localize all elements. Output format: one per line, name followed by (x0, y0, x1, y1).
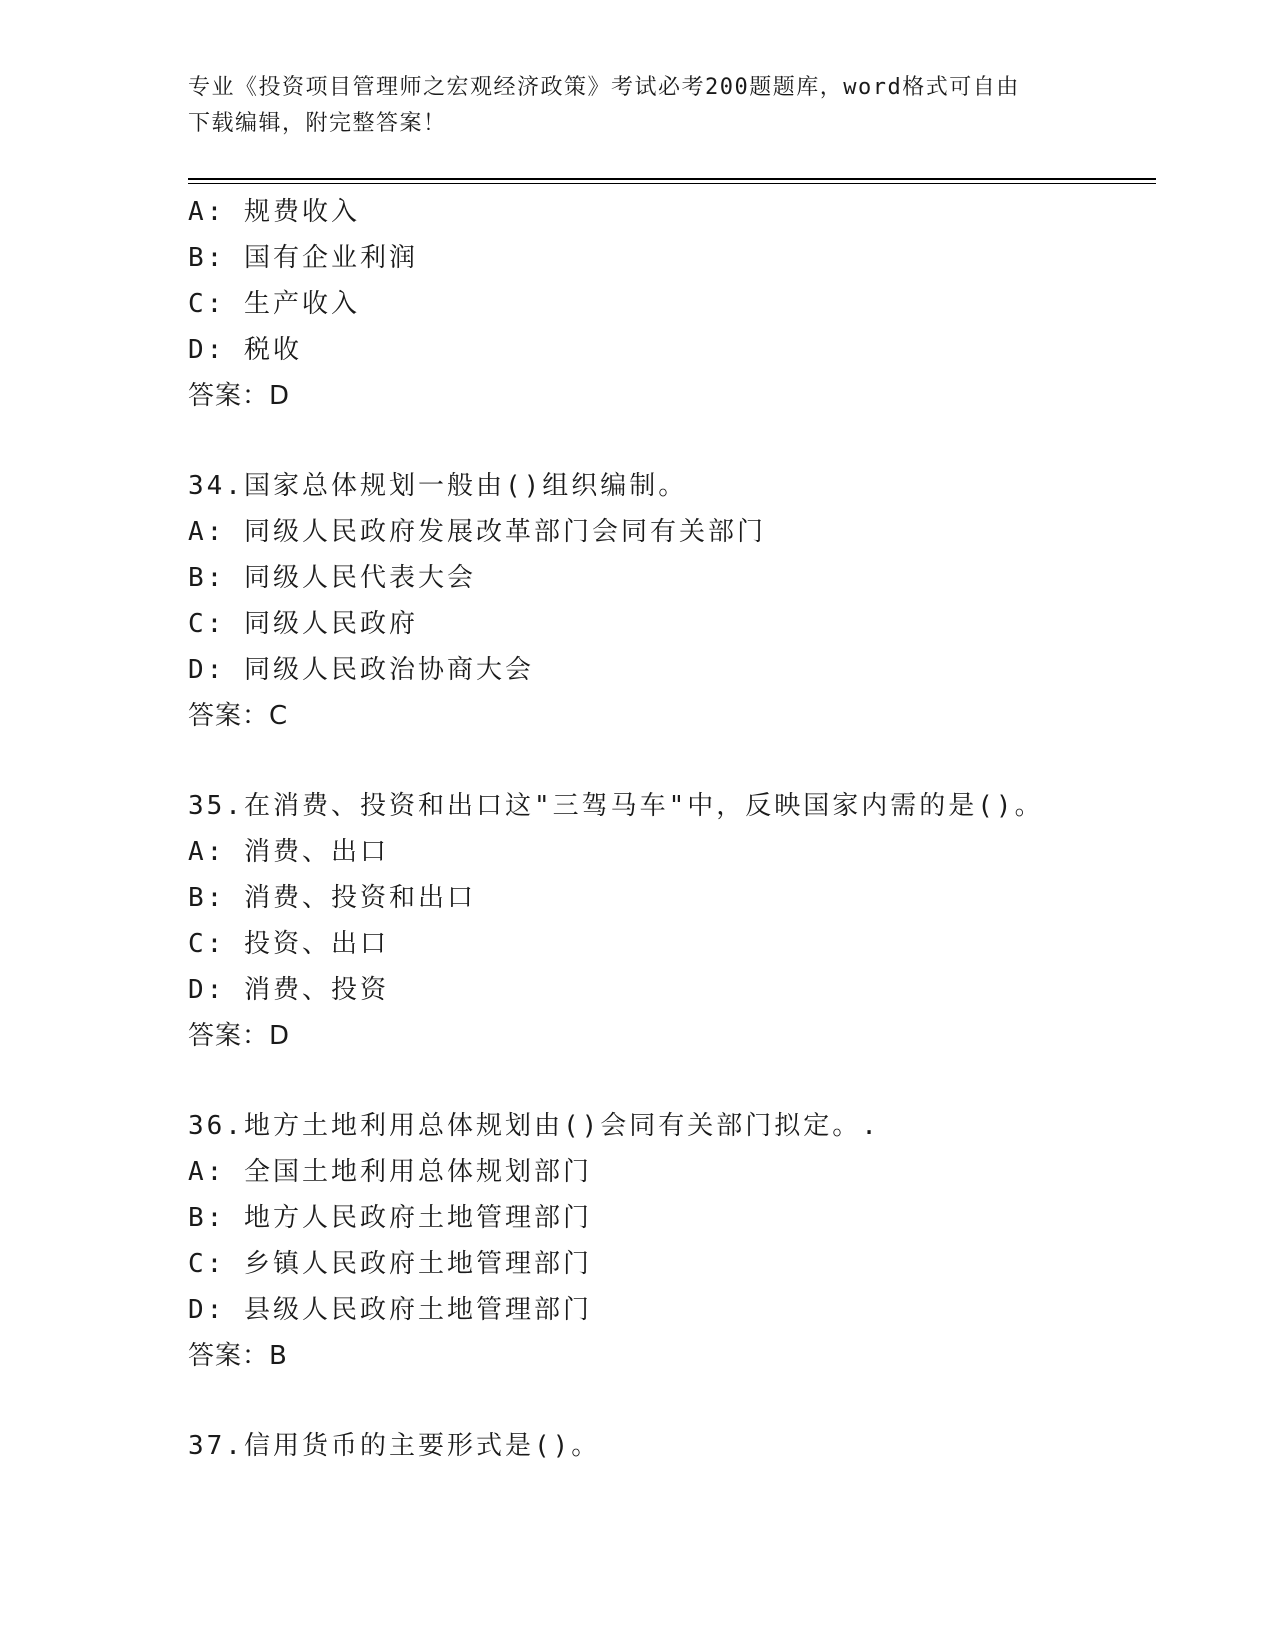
question-block-37 (188, 1423, 1156, 1469)
question-block-33 (188, 189, 1156, 419)
option-c: C: 生产收入 (188, 289, 360, 319)
header-line-2: 下载编辑，附完整答案！ (188, 111, 447, 136)
header-divider-thick (188, 178, 1156, 180)
option-d: D: 县级人民政府土地管理部门 (188, 1295, 592, 1325)
question-title: 34.国家总体规划一般由()组织编制。 (188, 471, 688, 501)
option-d: D: 税收 (188, 335, 302, 365)
question-title: 35.在消费、投资和出口这"三驾马车"中，反映国家内需的是()。 (188, 791, 1044, 821)
option-b: B: 同级人民代表大会 (188, 563, 476, 593)
option-b: B: 地方人民政府土地管理部门 (188, 1203, 592, 1233)
option-d: D: 同级人民政治协商大会 (188, 655, 534, 685)
question-title: 37.信用货币的主要形式是()。 (188, 1431, 601, 1461)
answer-line: 答案：C (188, 701, 289, 731)
option-c: C: 投资、出口 (188, 929, 389, 959)
header-line-1: 专业《投资项目管理师之宏观经济政策》考试必考200题题库，word格式可自由 (188, 75, 1020, 100)
question-list (188, 189, 1156, 1469)
answer-line: 答案：B (188, 1341, 288, 1371)
question-block-34 (188, 463, 1156, 739)
option-a: A: 规费收入 (188, 197, 360, 227)
option-a: A: 同级人民政府发展改革部门会同有关部门 (188, 517, 766, 547)
question-title: 36.地方土地利用总体规划由()会同有关部门拟定。. (188, 1111, 880, 1141)
header-divider-thin (188, 183, 1156, 184)
option-c: C: 同级人民政府 (188, 609, 418, 639)
question-block-36 (188, 1103, 1156, 1379)
answer-line: 答案：D (188, 1021, 291, 1051)
option-d: D: 消费、投资 (188, 975, 389, 1005)
option-a: A: 消费、出口 (188, 837, 389, 867)
option-a: A: 全国土地利用总体规划部门 (188, 1157, 592, 1187)
question-block-35 (188, 783, 1156, 1059)
option-b: B: 国有企业利润 (188, 243, 418, 273)
option-b: B: 消费、投资和出口 (188, 883, 476, 913)
option-c: C: 乡镇人民政府土地管理部门 (188, 1249, 592, 1279)
answer-line: 答案：D (188, 381, 291, 411)
document-header (188, 70, 1088, 142)
